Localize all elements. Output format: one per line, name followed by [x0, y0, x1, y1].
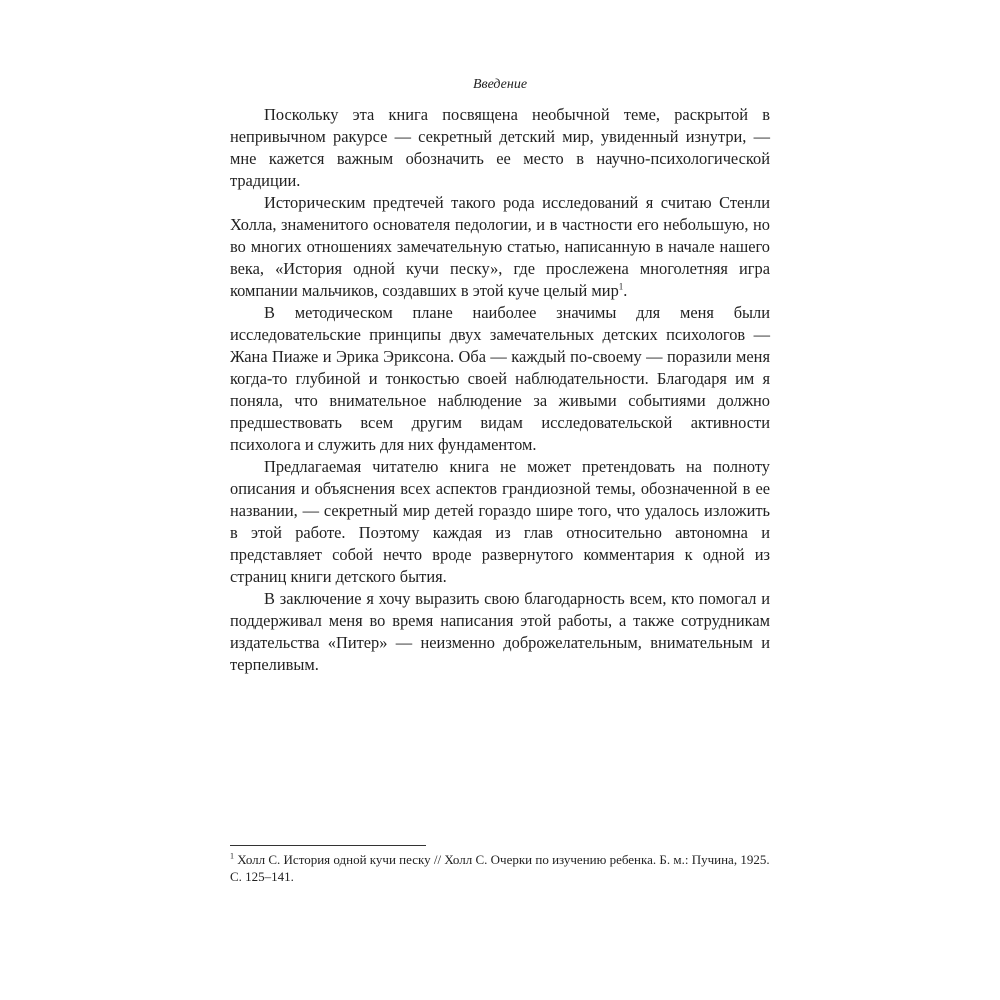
paragraph-text: Поскольку эта книга посвящена необычной теме, раскрытой в непривычном ракурсе — секретный детский мир, увиденный изнутри, — мне кажется важным обозначить ее место в научно-психологической традиции. [230, 105, 770, 190]
paragraph-text: В заключение я хочу выразить свою благодарность всем, кто помогал и поддерживал меня во время написания этой работы, а также сотрудникам издательства «Питер» — неизменно доброжелательным, внимательным и терпеливым. [230, 589, 770, 674]
paragraph-text: Предлагаемая читателю книга не может претендовать на полноту описания и объяснения всех аспектов грандиозной темы, обозначенной в ее названии, — секретный мир детей гораздо шире того, что удалось изложить в этой работе. Поэтому каждая из глав относительно автономна и представляет собой нечто вроде развернутого комментария к одной из страниц книги детского бытия. [230, 457, 770, 586]
paragraph-4 [230, 456, 770, 588]
paragraph-5 [230, 588, 770, 676]
paragraph-3 [230, 302, 770, 456]
paragraph-2 [230, 192, 770, 302]
body-text [230, 104, 770, 676]
footnote-divider [230, 845, 426, 846]
footnote [230, 851, 770, 885]
footnote-reference[interactable]: 1 [618, 281, 624, 292]
paragraph-text: Историческим предтечей такого рода исследований я считаю Стенли Холла, знаменитого основателя педологии, и в частности его небольшую, но во многих отношениях замечательную статью, написанную в начале нашего века, «История одной кучи песку», где прослежена многолетняя игра компании мальчиков, создавших в этой куче целый мир [230, 193, 770, 300]
paragraph-text: В методическом плане наиболее значимы для меня были исследовательские принципы двух замечательных детских психологов — Жана Пиаже и Эрика Эриксона. Оба — каждый по-своему — поразили меня когда-то глубиной и тонкостью своей наблюдательности. Благодаря им я поняла, что внимательное наблюдение за живыми событиями должно предшествовать всем другим видам исследовательской активности психолога и служить для них фундаментом. [230, 303, 770, 454]
paragraph-1 [230, 104, 770, 192]
paragraph-period: . [623, 281, 628, 300]
footnote-mark: 1 [230, 851, 234, 861]
footnote-text: Холл С. История одной кучи песку // Холл С. Очерки по изучению ребенка. Б. м.: Пучина, 1925. С. 125–141. [230, 852, 770, 884]
running-head: Введение [472, 77, 528, 92]
